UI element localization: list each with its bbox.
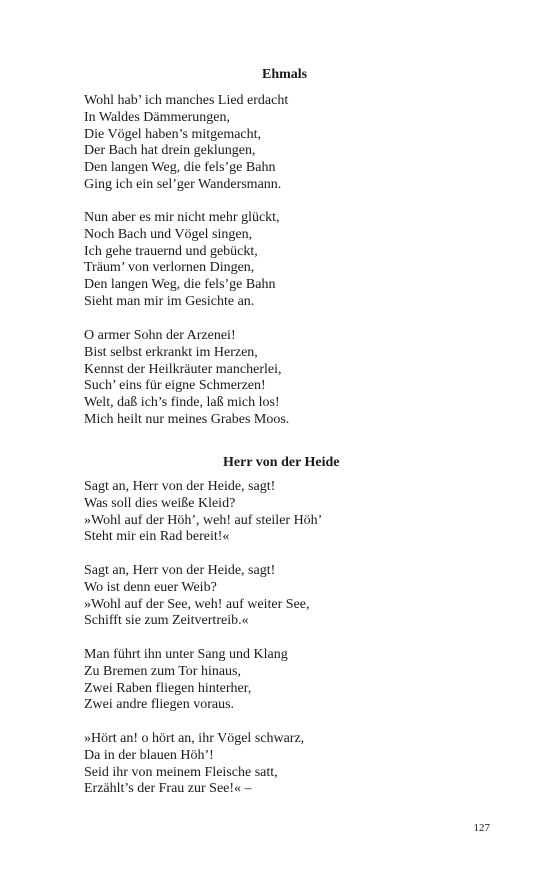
stanza [84,328,484,429]
verse-line: Zwei Raben fliegen hinterher, [84,680,252,696]
verse-line: Steht mir ein Rad bereit!« [84,529,230,545]
verse-line: Wo ist denn euer Weib? [84,579,217,595]
poem-ehmals-stanza-2 [84,210,484,311]
verse-line: Ich gehe trauernd und gebückt, [84,243,258,259]
verse-line: Noch Bach und Vögel singen, [84,226,253,242]
poem-herr-von-der-heide-stanza-2 [84,563,484,630]
poem-herr-von-der-heide-stanza-3 [84,647,484,714]
verse-line: Kennst der Heilkräuter mancherlei, [84,361,282,377]
verse-line: Erzählt’s der Frau zur See!« – [84,781,252,797]
verse-line: Da in der blauen Höh’! [84,747,214,763]
verse-line: Zwei andre fliegen voraus. [84,697,235,713]
verse-line: »Hört an! o hört an, ihr Vögel schwarz, [84,731,305,746]
poem-ehmals [84,93,484,194]
stanza [84,731,484,798]
verse-line: Welt, daß ich’s finde, laß mich los! [84,395,280,411]
poem-title-ehmals: Ehmals [262,67,308,82]
verse-line: Die Vögel haben’s mitgemacht, [84,126,262,142]
verse-line: Man führt ihn unter Sang und Klang [84,647,288,662]
verse-line: In Waldes Dämmerungen, [84,109,230,125]
verse-line: Bist selbst erkrankt im Herzen, [84,344,258,360]
stanza [84,93,484,194]
verse-line: Den langen Weg, die fels’ge Bahn [84,160,276,176]
stanza [84,479,484,546]
poem-ehmals-stanza-3 [84,328,484,429]
verse-line: Seid ihr von meinem Fleische satt, [84,764,278,780]
stanza [84,647,484,714]
verse-line: Den langen Weg, die fels’ge Bahn [84,277,276,293]
verse-line: Zu Bremen zum Tor hinaus, [84,663,242,679]
verse-line: Ging ich ein sel’ger Wandersmann. [84,176,282,192]
verse-line: Schifft sie zum Zeitvertreib.« [84,613,249,629]
verse-line: Wohl hab’ ich manches Lied erdacht [84,93,289,108]
verse-line: »Wohl auf der Höh’, weh! auf steiler Höh’ [84,512,323,528]
poem-title-herr-von-der-heide: Herr von der Heide [223,455,340,470]
verse-line: Such’ eins für eigne Schmerzen! [84,378,266,394]
verse-line: Was soll dies weiße Kleid? [84,495,236,511]
verse-line: Nun aber es mir nicht mehr glückt, [84,210,280,225]
verse-line: O armer Sohn der Arzenei! [84,328,236,343]
verse-line: Mich heilt nur meines Grabes Moos. [84,411,290,427]
verse-line: Sagt an, Herr von der Heide, sagt! [84,479,276,494]
verse-line: Der Bach hat drein geklungen, [84,143,256,159]
stanza [84,563,484,630]
verse-line: »Wohl auf der See, weh! auf weiter See, [84,596,310,612]
verse-line: Träum’ von verlornen Dingen, [84,260,255,276]
verse-line: Sagt an, Herr von der Heide, sagt! [84,563,276,578]
page-number: 127 [473,822,490,834]
poem-herr-von-der-heide-stanza-4 [84,731,484,798]
verse-line: Sieht man mir im Gesichte an. [84,293,255,309]
poem-herr-von-der-heide [84,479,484,546]
stanza [84,210,484,311]
